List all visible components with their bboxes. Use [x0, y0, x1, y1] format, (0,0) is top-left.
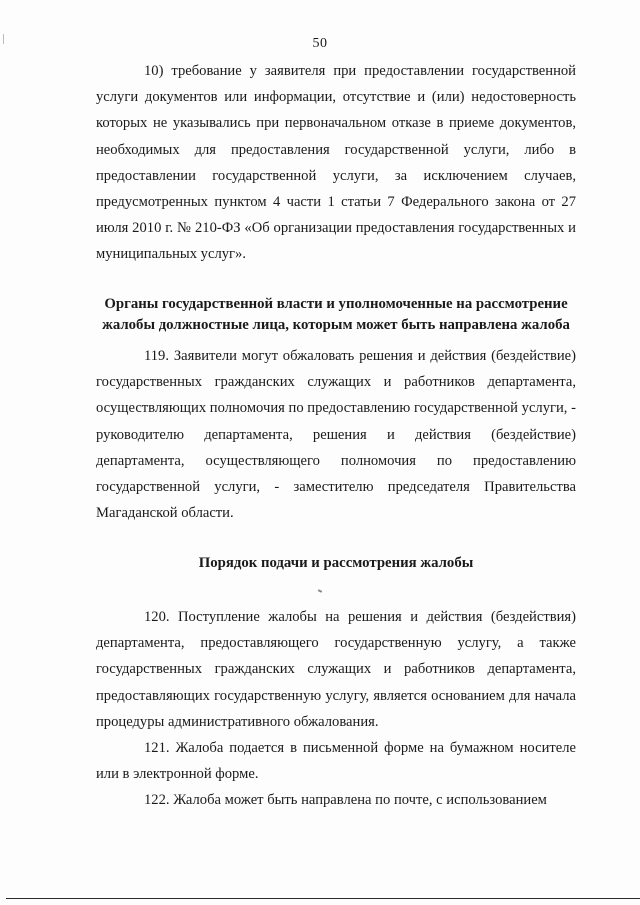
heading-complaint-procedure	[96, 553, 576, 574]
section-item-119	[96, 343, 576, 526]
heading-text: Органы государственной власти и уполномоченные на рассмотрение жалобы должностные лица, которым может быть направлена жалоба	[102, 296, 570, 333]
bottom-scan-edge-line	[6, 898, 640, 899]
section-item-10	[96, 58, 576, 268]
paragraph-item-120: 120. Поступление жалобы на решения и действия (бездействия) департамента, предоставляющего государственную услугу, а также государственных гражданских служащих и работников департамента, предоставляющих государственную услугу, является основанием для начала процедуры административного обжалования.	[96, 609, 576, 730]
paragraph-item-122: 122. Жалоба может быть направлена по почте, с использованием	[144, 792, 547, 809]
page-number: 50	[312, 36, 328, 51]
scan-artifact-mark	[318, 589, 322, 593]
paragraph-item-119: 119. Заявители могут обжаловать решения и действия (бездействие) государственных гражданских служащих и работников департамента, осуществляющих полномочия по предоставлению государственной услуги, - руководителю департамента, решения и действия (бездействие) департамента, осуществляющего полномочия по предоставлению государственной услуги, - заместителю председателя Правительства Магаданской области.	[96, 348, 576, 522]
heading-text: Порядок подачи и рассмотрения жалобы	[198, 555, 474, 571]
section-items-120-122	[96, 604, 576, 814]
heading-complaint-authorities	[96, 294, 576, 336]
paragraph-item-10: 10) требование у заявителя при предоставлении государственной услуги документов или информации, отсутствие и (или) недостоверность которых не указывались при первоначальном отказе в приеме документов, необходимых для предоставления государственной услуги, либо в предоставлении государственной услуги, за исключением случаев, предусмотренных пунктом 4 части 1 статьи 7 Федерального закона от 27 июля 2010 г. № 210-ФЗ «Об организации предоставления государственных и муниципальных услуг».	[96, 63, 576, 263]
paragraph-item-121: 121. Жалоба подается в письменной форме на бумажном носителе или в электронной форме.	[96, 740, 576, 783]
